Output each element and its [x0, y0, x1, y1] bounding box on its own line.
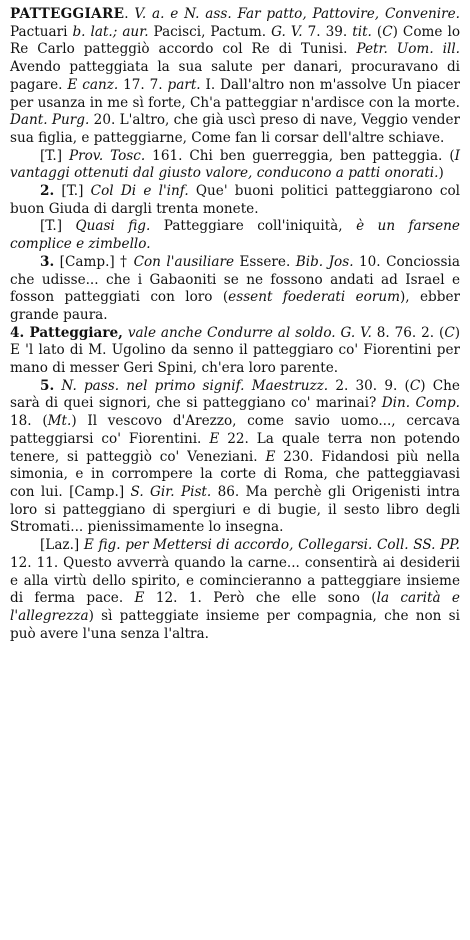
text-run: ) [438, 165, 444, 182]
text-run [244, 378, 251, 394]
italic-run: Con l'ausiliare [133, 253, 235, 270]
text-run: Pactuari [10, 23, 73, 40]
text-run: 12. 11. Questo avverrà quando la carne... consentirà ai desiderii e alla virtù dello spirito, e comincieranno a patteggiare insieme di ferma pace. [10, 554, 460, 607]
text-run: Patteggiare coll'iniquità, [150, 218, 357, 235]
italic-run: Mt. [47, 413, 72, 430]
text-run: I. Dall'altro non m'assolve Un piacer per usanza in me sì forte, Ch'a patteggiar n'ardisce con la morte. [10, 76, 460, 111]
italic-run: Coll. SS. PP. [377, 537, 461, 554]
text-run: ) Il vescovo d'Arezzo, come savio uomo..., cercava patteggiarsi co' Fiorentini. [10, 413, 460, 447]
italic-run: vale anche Condurre al soldo. [127, 324, 336, 341]
text-run: Essere. [234, 253, 296, 270]
entry-paragraph-sense-4 [10, 325, 460, 378]
italic-run: C [409, 377, 421, 394]
italic-run: è un farsene complice e zimbello. [10, 218, 460, 253]
italic-run: I vantaggi ottenuti dal giusto valore, conducono a patti onorati. [10, 147, 460, 182]
entry-paragraph-proverb [10, 148, 460, 183]
entry-paragraph-main [10, 6, 460, 148]
text-run: [T.] [54, 183, 91, 200]
italic-run: E [265, 448, 276, 465]
text-run: Que' buoni politici patteggiarono col buon Giuda di dargli trenta monete. [10, 183, 460, 217]
italic-run: Dant. Purg. [10, 112, 90, 129]
italic-run: G. V. [340, 324, 372, 341]
text-run: . [124, 6, 135, 22]
italic-run: V. a. e N. ass. Far patto, Pattovire, Convenire. [134, 6, 460, 22]
italic-run: Bib. Jos. [295, 253, 354, 270]
text-run: ) sì patteggiate insieme per compagnia, che non si può avere l'una senza l'altra. [10, 607, 460, 642]
italic-run: Petr. Uom. ill. [356, 41, 460, 58]
italic-run: part. [167, 76, 201, 93]
text-run: 18. ( [10, 413, 48, 430]
italic-run: Col Di e l'inf. [90, 183, 189, 200]
text-run: ), ebber grande paura. [10, 289, 461, 323]
italic-run: tit. [352, 23, 372, 40]
dictionary-entry [10, 6, 460, 643]
italic-run: E [209, 430, 220, 447]
text-run: 161. Chi ben guerreggia, ben patteggia. ( [145, 147, 455, 164]
text-run: ( [371, 23, 383, 40]
text-run: ) E 'l lato di M. Ugolino da senno il patteggiaro co' Fiorentini per mano di messer Geri Spini, ch'era loro parente. [10, 324, 461, 377]
entry-paragraph-sense-2-fig [10, 218, 460, 253]
text-run: 2. 30. 9. ( [328, 377, 410, 394]
text-run: [T.] [40, 147, 69, 164]
italic-run: Maestruzz. [251, 377, 329, 394]
italic-run: Din. Comp. [381, 395, 460, 412]
italic-run: Quasi fig. [75, 218, 151, 235]
text-run: Avendo patteggiata la sua salute per danari, procuravano di pagare. [10, 59, 460, 93]
text-run: 22. La quale terra non potendo tenere, si patteggiò co' Veneziani. [10, 430, 460, 465]
italic-run: b. lat.; aur. [72, 23, 149, 40]
text-run: [Camp.] † [54, 253, 134, 270]
entry-paragraph-sense-3 [10, 254, 460, 325]
italic-run: essent foederati eorum [228, 289, 400, 306]
bold-run: 3. [40, 253, 55, 270]
italic-run: E fig. per Mettersi di accordo, Collegarsi. [83, 537, 373, 554]
text-run: 20. L'altro, che già uscì preso di nave, Veggio vender sua figlia, e patteggiarne, Come fan li corsar dell'altre schiave. [10, 112, 461, 146]
italic-run: C [444, 324, 455, 341]
text-run: 7. 39. [302, 23, 353, 40]
text-run: 8. 76. 2. ( [371, 324, 445, 341]
italic-run: Prov. Tosc. [68, 147, 146, 164]
text-run: ) Che sarà di quei signori, che si patteggiano co' marinai? [10, 377, 460, 412]
text-run: 17. 7. [118, 76, 168, 93]
italic-run: G. V. [271, 23, 303, 40]
italic-run: N. pass. nel primo signif. [61, 377, 245, 394]
italic-run: la carità e l'allegrezza [10, 590, 460, 624]
italic-run: C [382, 23, 393, 40]
text-run: ) Come lo Re Carlo patteggiò accordo col Re di Tunisi. [10, 23, 461, 58]
text-run: 10. Conciossia che udisse... che i Gabaoniti se ne fossono andati ad Israel e fosson patteggiati con loro ( [10, 253, 460, 306]
entry-paragraph-sense-5 [10, 378, 460, 537]
bold-run: 4. Patteggiare, [10, 324, 123, 341]
text-run: [Laz.] [40, 537, 84, 554]
bold-run: 5. [40, 377, 55, 394]
entry-paragraph-sense-5-fig [10, 537, 460, 643]
text-run: 230. Fidandosi più nella simonia, e in corrompere la corte di Roma, che patteggiavasi con lui. [Camp.] [10, 448, 460, 500]
text-run: 86. Ma perchè gli Origenisti intra loro si patteggiano di spergiuri e di bugie, il sesto libro degli Stromati... pienissimamente lo insegna. [10, 483, 460, 536]
bold-run: 2. [40, 183, 55, 200]
text-run: Pacisci, Pactum. [148, 23, 272, 40]
headword: PATTEGGIARE [10, 6, 125, 22]
italic-run: S. Gir. Pist. [130, 483, 212, 500]
text-run: 12. 1. Però che elle sono ( [144, 590, 377, 607]
entry-paragraph-sense-2 [10, 183, 460, 218]
italic-run: E canz. [67, 76, 119, 93]
italic-run: E [134, 590, 145, 607]
text-run: [T.] [40, 218, 76, 235]
